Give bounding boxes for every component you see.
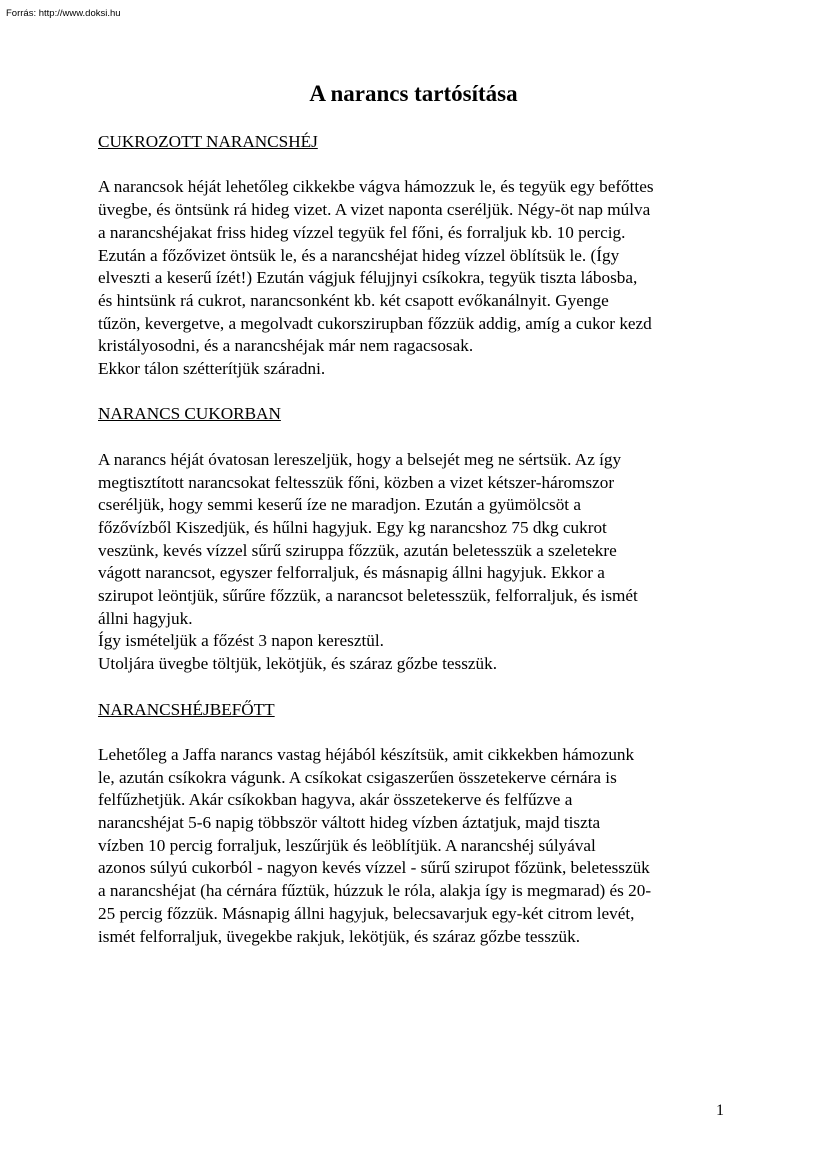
text-line: tűzön, kevergetve, a megolvadt cukorszirupban főzzük addig, amíg a cukor kezd [98, 313, 652, 333]
text-line: narancshéjat 5-6 napig többször váltott hideg vízben áztatjuk, majd tiszta [98, 813, 601, 833]
text-line: állni hagyjuk. [98, 608, 193, 628]
section-paragraph [98, 744, 738, 948]
text-line: felfűzhetjük. Akár csíkokban hagyva, akár összetekerve és felfűzve a [98, 790, 573, 810]
text-line: főzővízből Kiszedjük, és hűlni hagyjuk. Egy kg narancshoz 75 dkg cukrot [98, 517, 607, 537]
text-line: azonos súlyú cukorból - nagyon kevés vízzel - sűrű szirupot főzünk, beletesszük [98, 858, 650, 878]
source-label: Forrás: http://www.doksi.hu [6, 8, 121, 19]
text-line: Ekkor tálon szétterítjük száradni. [98, 359, 326, 379]
text-line: ismét felforraljuk, üvegekbe rakjuk, lekötjük, és száraz gőzbe tesszük. [98, 926, 581, 946]
text-line: A narancs héját óvatosan lereszeljük, hogy a belsejét meg ne sértsük. Az így [98, 449, 622, 469]
text-line: megtisztított narancsokat feltesszük főni, közben a vizet kétszer-háromszor [98, 472, 615, 492]
text-line: Lehetőleg a Jaffa narancs vastag héjából készítsük, amit cikkekben hámozunk [98, 744, 635, 764]
text-line: A narancsok héját lehetőleg cikkekbe vágva hámozzuk le, és tegyük egy befőttes [98, 177, 654, 197]
text-line: veszünk, kevés vízzel sűrű szirupра főzzük, azután beletesszük a szeletekre [98, 540, 617, 560]
section-heading: NARANCS CUKORBAN [98, 404, 281, 424]
text-line: Ezután a főzővizet öntsük le, és a narancshéjat hideg vízzel öblítsük le. (Így [98, 245, 620, 265]
section-cukrozott-narancshej [98, 131, 738, 403]
text-line: vágott narancsot, egyszer felforraljuk, és másnapig állni hagyjuk. Ekkor a [98, 563, 605, 583]
text-line: Utoljára üvegbe töltjük, lekötjük, és száraz gőzbe tesszük. [98, 654, 498, 674]
page-number: 1 [716, 1102, 724, 1119]
text-line: és hintsünk rá cukrot, narancsonként kb. két csapott evőkanálnyit. Gyenge [98, 290, 609, 310]
text-line: üvegbe, és öntsünk rá hideg vizet. A vizet naponta cseréljük. Négy-öt nap múlva [98, 200, 651, 220]
text-line: szirupot leöntjük, sűrűre főzzük, a narancsot beletesszük, felforraljuk, és ismét [98, 586, 638, 606]
text-line: a narancshéjat (ha cérnára fűztük, húzzuk le róla, alakja így is megmarad) és 20- [98, 881, 652, 901]
text-line: a narancshéjakat friss hideg vízzel tegyük fel főni, és forraljuk kb. 10 percig. [98, 222, 626, 242]
document-title: A narancs tartósítása [309, 81, 518, 106]
text-line: kristályosodni, és a narancshéjak már nem ragacsosak. [98, 336, 474, 356]
section-heading: CUKROZOTT NARANCSHÉJ [98, 132, 318, 151]
text-line: cseréljük, hogy semmi keserű íze ne maradjon. Ezután a gyümölcsöt a [98, 495, 582, 515]
section-narancs-cukorban [98, 403, 738, 698]
text-line: vízben 10 percig forraljuk, leszűrjük és leöblítjük. A narancshéj súlyával [98, 835, 596, 855]
section-heading: NARANCSHÉJBEFŐTT [98, 699, 275, 719]
section-narancshejbefott [98, 699, 738, 949]
document-body [98, 131, 738, 948]
text-line: Így ismételjük a főzést 3 napon keresztül. [98, 631, 384, 651]
text-line: elveszti a keserű ízét!) Ezután vágjuk félujjnyi csíkokra, tegyük tiszta lábosba, [98, 268, 638, 288]
text-line: 25 percig főzzük. Másnapig állni hagyjuk, belecsavarjuk egy-két citrom levét, [98, 903, 635, 923]
section-paragraph [98, 449, 738, 676]
text-line: le, azután csíkokra vágunk. A csíkokat csigaszerűen összetekerve cérnára is [98, 767, 617, 787]
section-paragraph [98, 176, 738, 380]
